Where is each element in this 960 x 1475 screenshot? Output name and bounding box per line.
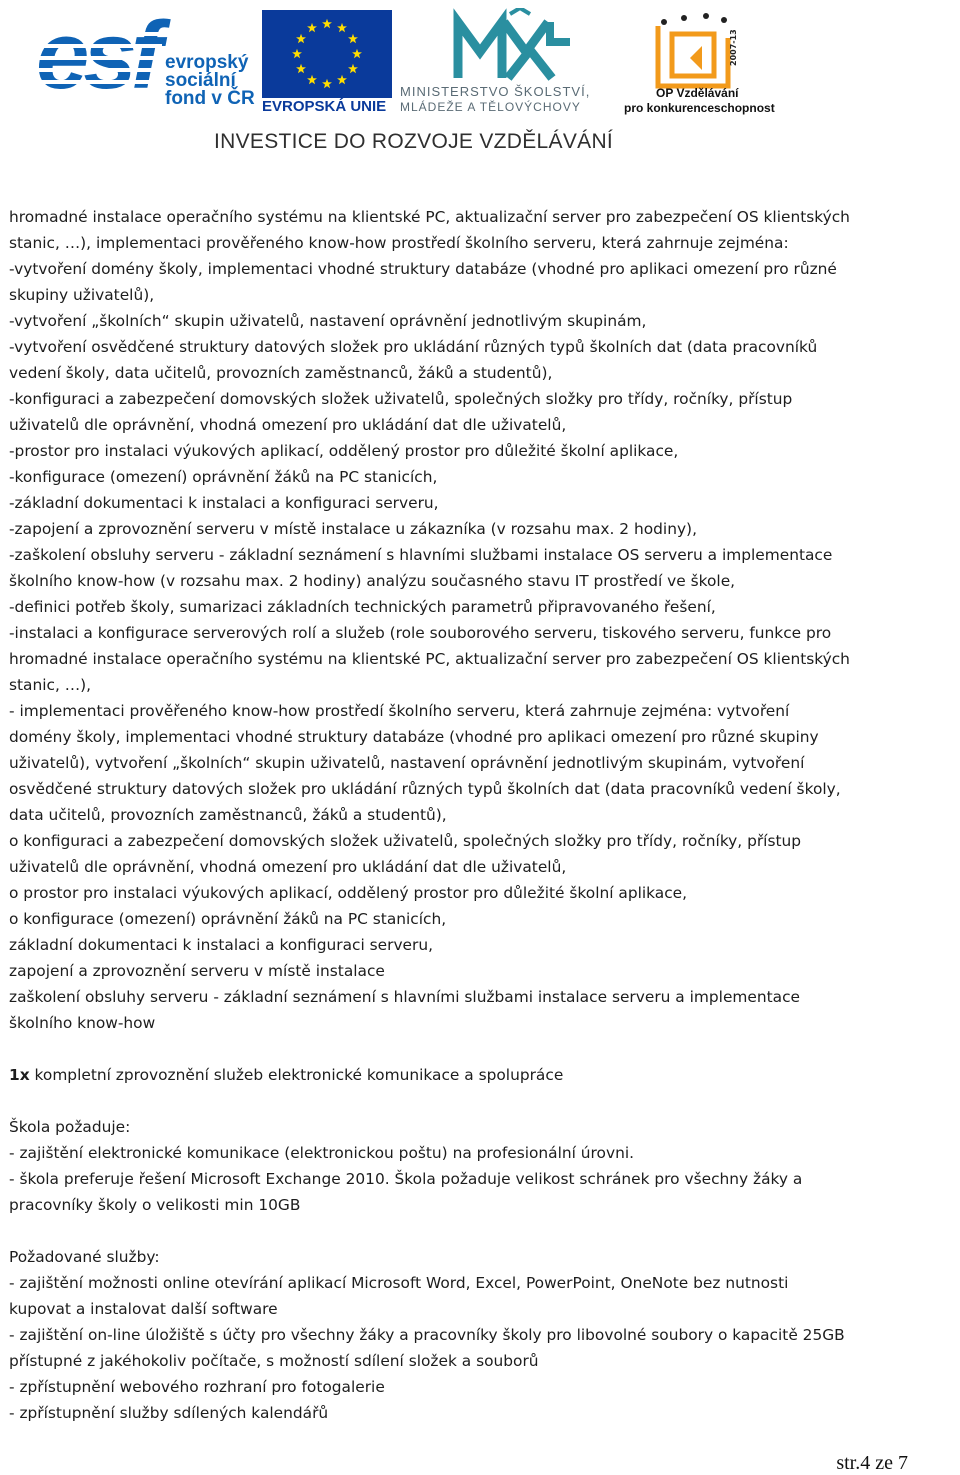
msmt-name-line1: MINISTERSTVO ŠKOLSTVÍ,: [400, 84, 591, 99]
eu-flag-icon: [262, 10, 392, 98]
eu-star-icon: [352, 49, 362, 58]
eu-star-icon: [337, 75, 347, 84]
eu-star-icon: [307, 23, 317, 32]
body-line: skupiny uživatelů),: [9, 286, 155, 304]
body-line: -zapojení a zprovoznění serveru v místě instalace u zákazníka (v rozsahu max. 2 hodiny),: [9, 520, 697, 538]
body-line: -vytvoření „školních“ skupin uživatelů, nastavení oprávnění jednotlivým skupinám,: [9, 312, 647, 330]
eu-star-icon: [322, 19, 332, 28]
body-line: školního know-how (v rozsahu max. 2 hodiny) analýzu současného stavu IT prostředí ve škole,: [9, 572, 736, 590]
header-slogan: INVESTICE DO ROZVOJE VZDĚLÁVÁNÍ: [214, 130, 614, 153]
eu-star-icon: [348, 64, 358, 73]
page-number: str.4 ze 7: [836, 1452, 908, 1474]
requires-line: - zajištění elektronické komunikace (elektronickou poštu) na profesionální úrovni.: [9, 1144, 634, 1162]
esf-logo-stripes: [36, 32, 162, 92]
eu-star-icon: [348, 34, 358, 43]
services-line: - zajištění on-line úložiště s účty pro všechny žáky a pracovníky školy pro libovolné soubory o kapacitě 25GB: [9, 1326, 845, 1344]
eu-star-icon: [337, 23, 347, 32]
op-badge: 2007-13: [729, 29, 738, 66]
spacer: [9, 1218, 955, 1244]
services-line: - zpřístupnění webového rozhraní pro fotogalerie: [9, 1378, 385, 1396]
body-line: o prostor pro instalaci výukových aplikací, oddělený prostor pro důležité školní aplikace,: [9, 884, 688, 902]
spacer: [9, 1088, 955, 1114]
services-list: [9, 1270, 955, 1426]
eu-star-icon: [307, 75, 317, 84]
esf-logo-text: evropský sociální fond v ČR: [165, 52, 255, 109]
body-line: o konfigurace (omezení) oprávnění žáků na PC stanicích,: [9, 910, 447, 928]
body-line: školního know-how: [9, 1014, 156, 1032]
eu-caption: EVROPSKÁ UNIE: [262, 98, 387, 115]
body-line: stanic, …), implementaci prověřeného know-how prostředí školního serveru, která zahrnuje zejména:: [9, 234, 789, 252]
body-line: -prostor pro instalaci výukových aplikací, oddělený prostor pro důležité školní aplikace,: [9, 442, 679, 460]
services-line: - zpřístupnění služby sdílených kalendářů: [9, 1404, 329, 1422]
body-line: -vytvoření domény školy, implementaci vhodné struktury databáze (vhodné pro aplikaci omezení pro různé: [9, 260, 837, 278]
body-line: osvědčené struktury datových složek pro ukládání různých typů školních dat (data pracovníků vedení školy,: [9, 780, 841, 798]
body-paragraph: [9, 204, 955, 1036]
body-line: -instalaci a konfigurace serverových rolí a služeb (role souborového serveru, tiskového serveru, funkce pro: [9, 624, 832, 642]
body-line: stanic, …),: [9, 676, 92, 694]
body-line: hromadné instalace operačního systému na klientské PC, aktualizační server pro zabezpečení OS klientských: [9, 208, 850, 226]
services-line: přístupné z jakéhokoliv počítače, s možností sdílení složek a souborů: [9, 1352, 539, 1370]
body-line: domény školy, implementaci vhodné struktury databáze (vhodné pro aplikaci omezení pro různé skupiny: [9, 728, 819, 746]
body-line: hromadné instalace operačního systému na klientské PC, aktualizační server pro zabezpečení OS klientských: [9, 650, 850, 668]
header-logos: [0, 0, 960, 160]
item-text: kompletní zprovoznění služeb elektronické komunikace a spolupráce: [29, 1066, 564, 1084]
requires-heading: Škola požaduje:: [9, 1118, 131, 1136]
body-line: vedení školy, data učitelů, provozních zaměstnanců, žáků a studentů),: [9, 364, 553, 382]
requires-line: pracovníky školy o velikosti min 10GB: [9, 1196, 301, 1214]
body-line: -zaškolení obsluhy serveru - základní seznámení s hlavními službami instalace OS serveru a implementace: [9, 546, 833, 564]
body-line: -konfigurace (omezení) oprávnění žáků na PC stanicích,: [9, 468, 438, 486]
item-quantity: 1x: [9, 1066, 30, 1084]
document-body: [9, 204, 955, 1426]
body-line: o konfiguraci a zabezpečení domovských složek uživatelů, společných složky pro třídy, ročníky, přístup: [9, 832, 802, 850]
services-line: kupovat a instalovat další software: [9, 1300, 278, 1318]
eu-star-icon: [296, 34, 306, 43]
body-line: -definici potřeb školy, sumarizaci základních technických parametrů připravovaného řešení,: [9, 598, 716, 616]
body-line: zapojení a zprovoznění serveru v místě instalace: [9, 962, 385, 980]
eu-star-icon: [322, 79, 332, 88]
body-line: uživatelů dle oprávnění, vhodná omezení pro ukládání dat dle uživatelů,: [9, 858, 567, 876]
body-line: základní dokumentaci k instalaci a konfiguraci serveru,: [9, 936, 434, 954]
requires-list: [9, 1140, 955, 1218]
body-line: - implementaci prověřeného know-how prostředí školního serveru, která zahrnuje zejména: vytvoření: [9, 702, 790, 720]
msmt-name-line2: MLÁDEŽE A TĚLOVÝCHOVY: [400, 100, 581, 114]
requires-line: - škola preferuje řešení Microsoft Exchange 2010. Škola požaduje velikost schránek pro všechny žáky a: [9, 1170, 803, 1188]
body-line: zaškolení obsluhy serveru - základní seznámení s hlavními službami instalace serveru a implementace: [9, 988, 801, 1006]
body-line: -konfiguraci a zabezpečení domovských složek uživatelů, společných složky pro třídy, ročníky, přístup: [9, 390, 793, 408]
body-line: -základní dokumentaci k instalaci a konfiguraci serveru,: [9, 494, 439, 512]
op-name-line1: OP Vzdělávání: [656, 86, 739, 100]
item-line: [9, 1062, 955, 1088]
op-name-line2: pro konkurenceschopnost: [624, 101, 775, 115]
services-line: - zajištění možnosti online otevírání aplikací Microsoft Word, Excel, PowerPoint, OneNote bez nutnosti: [9, 1274, 789, 1292]
eu-star-icon: [292, 49, 302, 58]
eu-star-icon: [296, 64, 306, 73]
body-line: uživatelů dle oprávnění, vhodná omezení pro ukládání dat dle uživatelů,: [9, 416, 567, 434]
spacer: [9, 1036, 955, 1062]
op-vzdelavani-logo: [652, 12, 742, 92]
body-line: data učitelů, provozních zaměstnanců, žáků a studentů),: [9, 806, 447, 824]
body-line: -vytvoření osvědčené struktury datových složek pro ukládání různých typů školních dat (data pracovníků: [9, 338, 818, 356]
services-heading: Požadované služby:: [9, 1248, 160, 1266]
body-line: uživatelů), vytvoření „školních“ skupin uživatelů, nastavení oprávnění jednotlivým skupinám, vytvoření: [9, 754, 805, 772]
